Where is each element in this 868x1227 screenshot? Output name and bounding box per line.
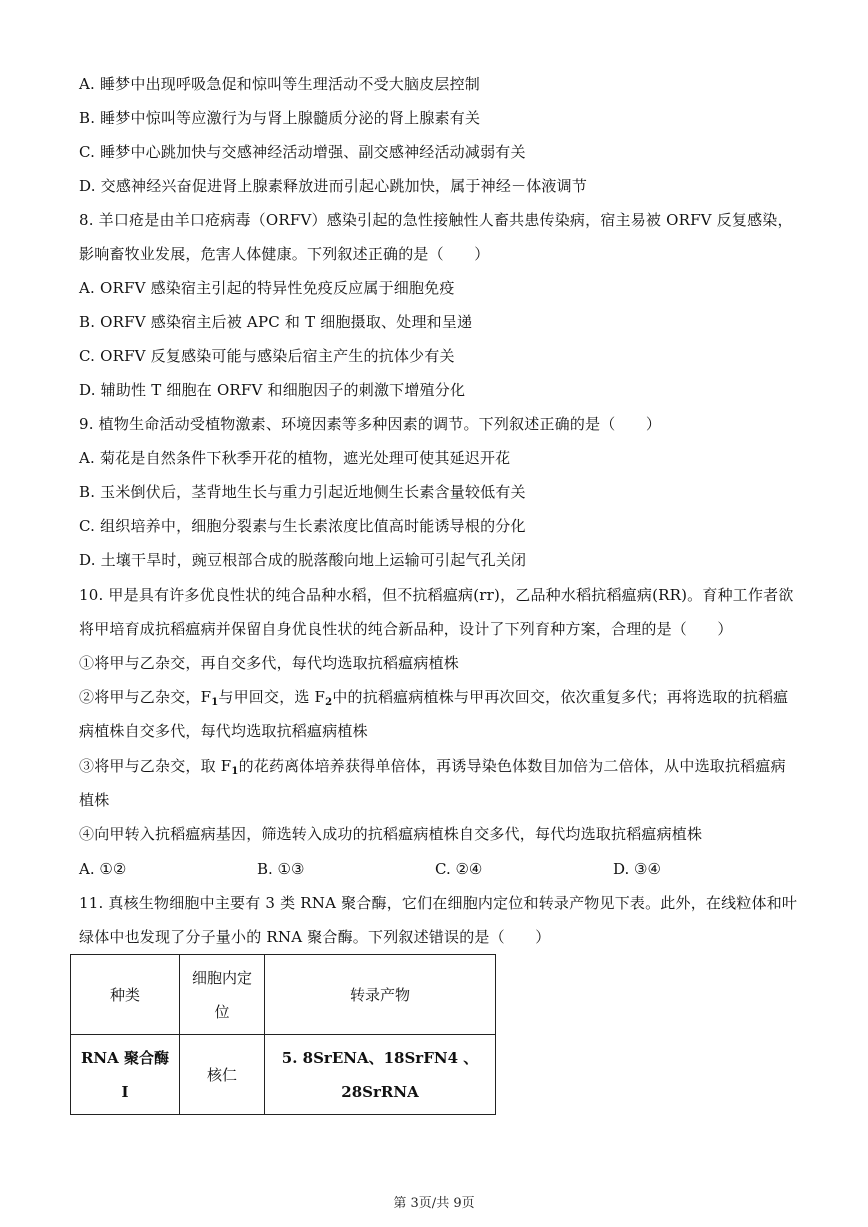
q10-statement-3: [79, 756, 786, 782]
table-row: [71, 1035, 496, 1115]
q8-option-a: A. ORFV 感染宿主引起的特异性免疫反应属于细胞免疫: [79, 279, 455, 297]
q7-option-a: A. 睡梦中出现呼吸急促和惊叫等生理活动不受大脑皮层控制: [79, 75, 480, 93]
q10-s2-part-a: ②将甲与乙杂交，F: [79, 688, 212, 706]
header-location-line2: 位: [214, 1002, 230, 1021]
q10-option-c: C. ②④: [435, 860, 483, 878]
q8-option-b: B. ORFV 感染宿主后被 APC 和 T 细胞摄取、处理和呈递: [79, 313, 473, 331]
q10-statement-1: ①将甲与乙杂交，再自交多代，每代均选取抗稻瘟病植株: [79, 654, 460, 672]
q9-option-d: D. 土壤干旱时，豌豆根部合成的脱落酸向地上运输可引起气孔关闭: [79, 551, 527, 569]
q10-statement-2-line2: 病植株自交多代，每代均选取抗稻瘟病植株: [79, 722, 368, 740]
q10-options: [79, 859, 779, 879]
row1-product: [265, 1035, 496, 1115]
q10-s3-part-a: ③将甲与乙杂交，取 F: [79, 757, 232, 775]
q9-option-a: A. 菊花是自然条件下秋季开花的植物，遮光处理可使其延迟开花: [79, 449, 511, 467]
q10-statement-2: [79, 687, 788, 713]
rna-polymerase-table: [70, 954, 496, 1115]
header-type: 种类: [71, 955, 180, 1035]
q10-s3-sub: 1: [231, 766, 239, 777]
q10-option-a: A. ①②: [79, 860, 127, 878]
q11-stem-line1: 11. 真核生物细胞中主要有 3 类 RNA 聚合酶，它们在细胞内定位和转录产物见下表。此外，在线粒体和叶: [79, 894, 798, 912]
q10-statement-3-line2: 植株: [79, 791, 110, 809]
header-product: 转录产物: [265, 955, 496, 1035]
q10-s2-part-b: 与甲回交，选 F: [218, 688, 326, 706]
q7-option-b: B. 睡梦中惊叫等应激行为与肾上腺髓质分泌的肾上腺素有关: [79, 109, 481, 127]
q8-stem-line2: 影响畜牧业发展，危害人体健康。下列叙述正确的是（ ）: [79, 245, 490, 263]
q9-option-b: B. 玉米倒伏后，茎背地生长与重力引起近地侧生长素含量较低有关: [79, 483, 526, 501]
page-number: 第 3页/共 9页: [393, 1196, 475, 1211]
table-header-row: [71, 955, 496, 1035]
q10-stem-line2: 将甲培育成抗稻瘟病并保留自身优良性状的纯合新品种，设计了下列育种方案，合理的是（ ）: [79, 620, 733, 638]
row1-product-line1: 5. 8SrENA、18SrFN4 、: [281, 1048, 479, 1067]
q10-s2-part-c: 中的抗稻瘟病植株与甲再次回交，依次重复多代；再将选取的抗稻瘟: [332, 688, 789, 706]
row1-location: 核仁: [180, 1035, 265, 1115]
q7-option-c: C. 睡梦中心跳加快与交感神经活动增强、副交感神经活动减弱有关: [79, 143, 526, 161]
q10-statement-4: ④向甲转入抗稻瘟病基因，筛选转入成功的抗稻瘟病植株自交多代，每代均选取抗稻瘟病植株: [79, 825, 703, 843]
q10-option-b: B. ①③: [257, 860, 305, 878]
q9-stem: 9. 植物生命活动受植物激素、环境因素等多种因素的调节。下列叙述正确的是（ ）: [79, 415, 662, 433]
q7-option-d: D. 交感神经兴奋促进肾上腺素释放进而引起心跳加快，属于神经－体液调节: [79, 177, 588, 195]
q10-s2-sub-1: 1: [211, 697, 219, 708]
q9-option-c: C. 组织培养中，细胞分裂素与生长素浓度比值高时能诱导根的分化: [79, 517, 526, 535]
q10-stem-line1: 10. 甲是具有许多优良性状的纯合品种水稻，但不抗稻瘟病(rr)，乙品种水稻抗稻瘟病(RR)。育种工作者欲: [79, 586, 794, 604]
q10-option-d: D. ③④: [613, 860, 661, 878]
q10-s3-part-b: 的花药离体培养获得单倍体，再诱导染色体数目加倍为二倍体，从中选取抗稻瘟病: [238, 757, 786, 775]
q10-s2-sub-2: 2: [325, 697, 333, 708]
q11-stem-line2: 绿体中也发现了分子量小的 RNA 聚合酶。下列叙述错误的是（ ）: [79, 928, 551, 946]
row1-type: RNA 聚合酶 I: [71, 1035, 180, 1115]
header-location: [180, 955, 265, 1035]
row1-product-line2: 28SrRNA: [341, 1082, 419, 1101]
q8-option-d: D. 辅助性 T 细胞在 ORFV 和细胞因子的刺激下增殖分化: [79, 381, 466, 399]
q8-option-c: C. ORFV 反复感染可能与感染后宿主产生的抗体少有关: [79, 347, 455, 365]
header-location-line1: 细胞内定: [191, 968, 252, 987]
q8-stem-line1: 8. 羊口疮是由羊口疮病毒（ORFV）感染引起的急性接触性人畜共患传染病，宿主易被 ORFV 反复感染，: [79, 211, 793, 229]
